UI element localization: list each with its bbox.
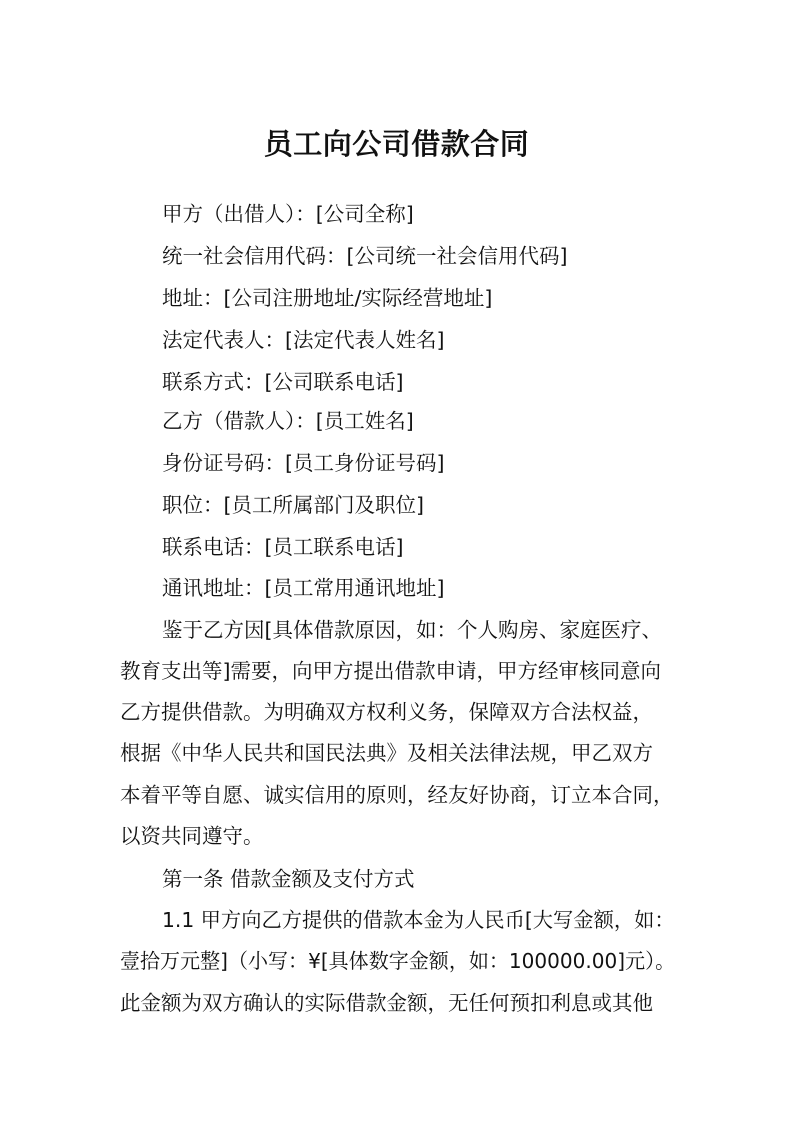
preamble-line: 本着平等自愿、诚实信用的原则，经友好协商，订立本合同， (120, 783, 674, 807)
party-line: 通讯地址：[员工常用通讯地址] (162, 576, 445, 600)
document-title: 员工向公司借款合同 (263, 127, 530, 161)
preamble-line: 教育支出等]需要，向甲方提出借款申请，甲方经审核同意向 (120, 659, 661, 683)
party-line: 法定代表人：[法定代表人姓名] (162, 328, 445, 352)
clause-line: 1.1 甲方向乙方提供的借款本金为人民币[大写金额，如： (162, 908, 675, 932)
party-line: 职位：[员工所属部门及职位] (162, 493, 424, 517)
preamble-line: 乙方提供借款。为明确双方权利义务，保障双方合法权益， (120, 700, 653, 724)
party-line: 乙方（借款人）：[员工姓名] (162, 409, 414, 433)
preamble-line: 以资共同遵守。 (120, 824, 264, 848)
party-line: 联系方式：[公司联系电话] (162, 370, 404, 394)
preamble-line: 根据《中华人民共和国民法典》及相关法律法规，甲乙双方 (120, 741, 653, 765)
article-heading: 第一条 借款金额及支付方式 (162, 867, 415, 891)
clause-line: 此金额为双方确认的实际借款金额，无任何预扣利息或其他 (120, 991, 653, 1015)
party-line: 身份证号码：[员工身份证号码] (162, 451, 445, 475)
party-line: 地址：[公司注册地址/实际经营地址] (162, 286, 493, 310)
party-line: 统一社会信用代码：[公司统一社会信用代码] (162, 244, 568, 268)
party-line: 联系电话：[员工联系电话] (162, 535, 404, 559)
clause-line: 壹拾万元整]（小写：¥[具体数字金额，如：100000.00]元）。 (120, 949, 676, 973)
party-line: 甲方（出借人）：[公司全称] (162, 202, 414, 226)
preamble-line: 鉴于乙方因[具体借款原因，如：个人购房、家庭医疗、 (162, 618, 662, 642)
